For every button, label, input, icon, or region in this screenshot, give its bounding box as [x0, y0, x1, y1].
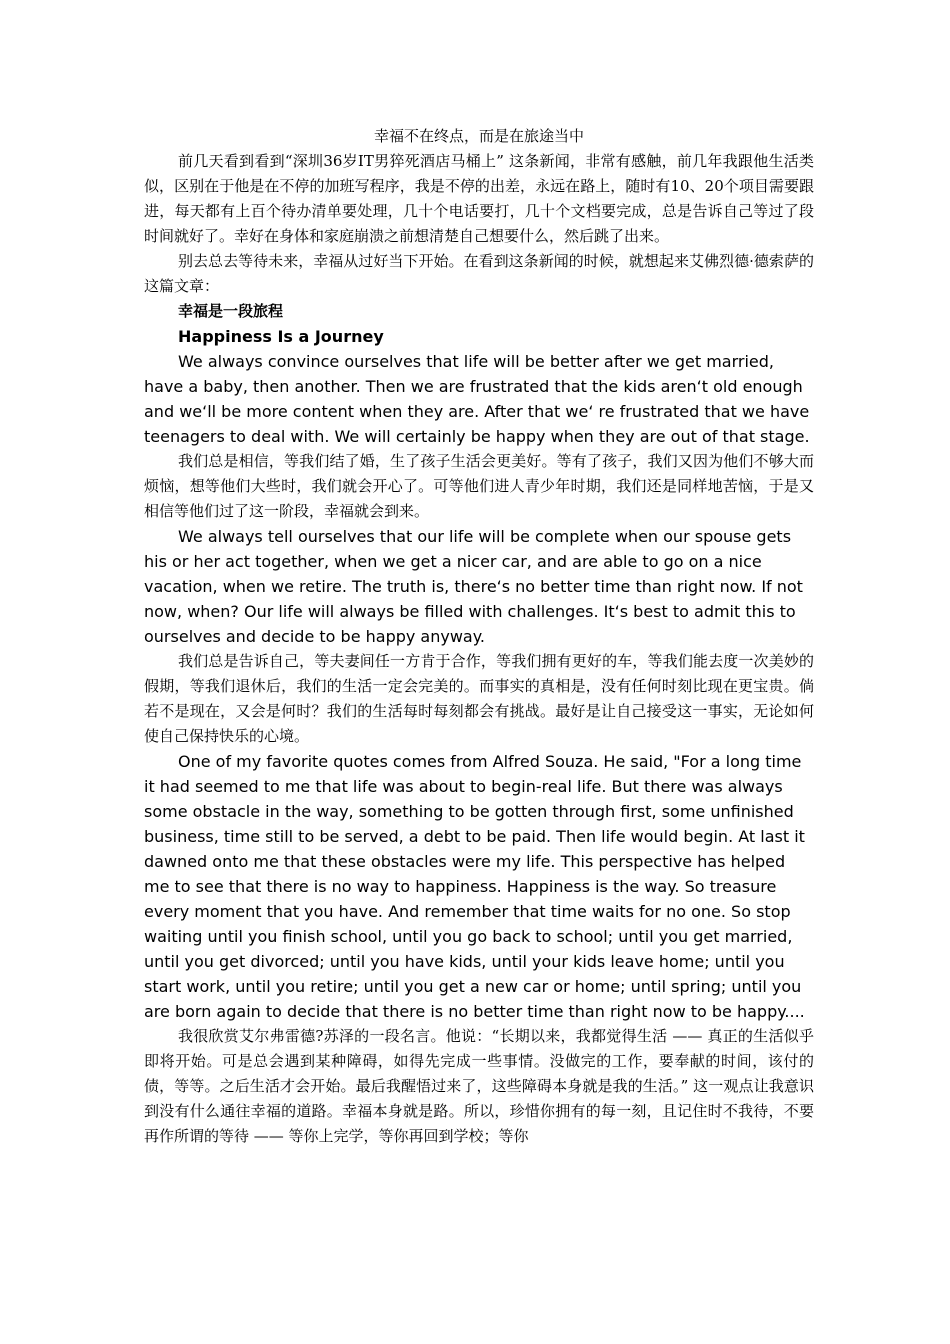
document-title: 幸福不在终点，而是在旅途当中: [373, 127, 584, 145]
paragraph-zh-2: 我们总是告诉自己，等夫妻间任一方肯于合作，等我们拥有更好的车，等我们能去度一次美妙的假期，等我们退休后，我们的生活一定会完美的。而事实的真相是，没有任何时刻比现在更宝贵。倘若不是现在，又会是何时？我们的生活每时每刻都会有挑战。最好是让自己接受这一事实，无论如何使自己保持快乐的心境。: [144, 652, 814, 745]
heading-chinese: 幸福是一段旅程: [178, 302, 284, 320]
paragraph-zh-1: 我们总是相信，等我们结了婚，生了孩子生活会更美好。等有了孩子，我们又因为他们不够大而烦恼，想等他们大些时，我们就会开心了。可等他们进人青少年时期，我们还是同样地苦恼，于是又相信等他们过了这一阶段，幸福就会到来。: [144, 452, 814, 520]
paragraph-en-2: We always tell ourselves that our life will be complete when our spouse gets his or her act together, when we get a nicer car, and are able to go on a nice vacation, when we retire. The truth is, there‘s no better time than right now. If not now, when? Our life will always be filled with challenges. It‘s best to admit this to ourselves and decide to be happy anyway.: [144, 527, 803, 646]
heading-english: Happiness Is a Journey: [178, 327, 384, 346]
paragraph-article-intro: 别去总去等待未来，幸福从过好当下开始。在看到这条新闻的时候，就想起来艾佛烈德·德索萨的这篇文章：: [144, 252, 814, 295]
paragraph-en-3: One of my favorite quotes comes from Alfred Souza. He said, "For a long time it had seemed to me that life was about to begin-real life. But there was always some obstacle in the way, something to be gotten through first, some unfinished business, time still to be served, a debt to be paid. Then life would begin. At last it dawned onto me that these obstacles were my life. This perspective has helped me to see that there is no way to happiness. Happiness is the way. So treasure every moment that you have. And remember that time waits for no one. So stop waiting until you finish school, until you go back to school; until you get married, until you get divorced; until you have kids, until your kids leave home; until you start work, until you retire; until you get a new car or home; until spring; until you are born again to decide that there is no better time than right now to be happy....: [144, 752, 805, 1021]
paragraph-en-1: We always convince ourselves that life will be better after we get married, have a baby, then another. Then we are frustrated that the kids aren‘t old enough and we‘ll be more content when they are. After that we‘ re frustrated that we have teenagers to deal with. We will certainly be happy when they are out of that stage.: [144, 352, 810, 446]
document-body: [144, 124, 814, 1149]
paragraph-news-intro: 前几天看到看到“深圳36岁IT男猝死酒店马桶上” 这条新闻，非常有感触，前几年我跟他生活类似，区别在于他是在不停的加班写程序，我是不停的出差，永远在路上，随时有10、20个项目需要跟进，每天都有上百个待办清单要处理，几十个电话要打，几十个文档要完成，总是告诉自己等过了段时间就好了。幸好在身体和家庭崩溃之前想清楚自己想要什么，然后跳了出来。: [144, 152, 814, 245]
paragraph-zh-3: 我很欣赏艾尔弗雷德?苏泽的一段名言。他说：“长期以来，我都觉得生活 —— 真正的生活似乎即将开始。可是总会遇到某种障碍，如得先完成一些事情。没做完的工作，要奉献的时间，该付的债，等等。之后生活才会开始。最后我醒悟过来了，这些障碍本身就是我的生活。” 这一观点让我意识到没有什么通往幸福的道路。幸福本身就是路。所以，珍惜你拥有的每一刻，且记住时不我待，不要再作所谓的等待 —— 等你上完学，等你再回到学校；等你: [144, 1027, 814, 1145]
